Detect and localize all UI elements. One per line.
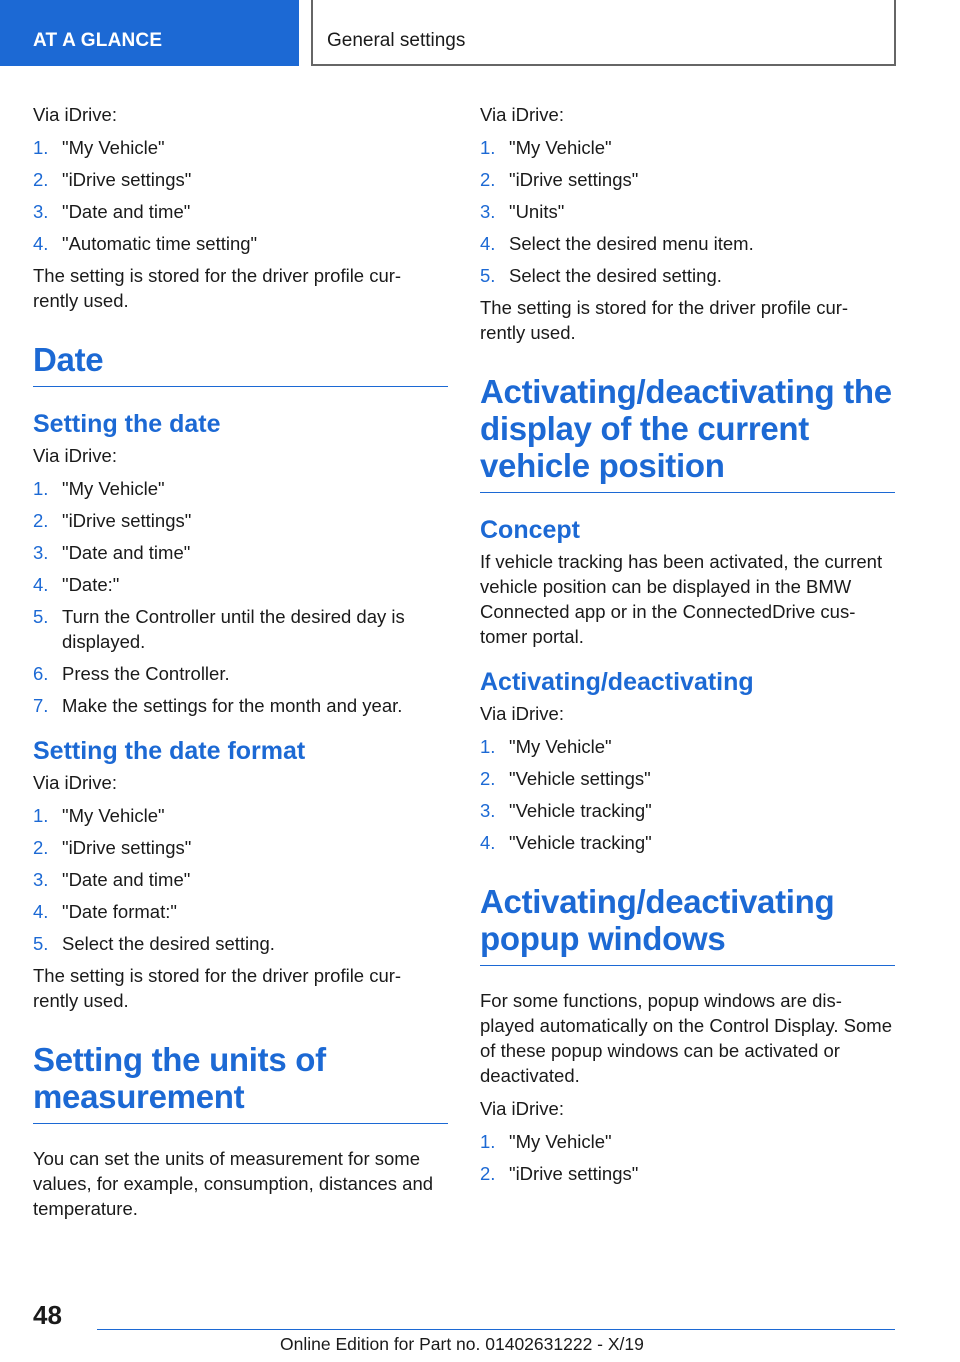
step-list bbox=[33, 803, 448, 956]
step-item bbox=[33, 572, 448, 597]
step-item bbox=[480, 830, 895, 855]
step-text: "Date and time" bbox=[62, 542, 191, 563]
note-text: The setting is stored for the driver profile cur- rently used. bbox=[480, 297, 849, 343]
step-number: 2. bbox=[480, 1163, 496, 1184]
heading-setting-the-date: Setting the date bbox=[33, 410, 221, 438]
step-item bbox=[480, 199, 895, 224]
step-number: 7. bbox=[33, 695, 49, 716]
via-idrive-label: Via iDrive: bbox=[33, 104, 117, 125]
step-number: 4. bbox=[480, 233, 496, 254]
step-text: "iDrive settings" bbox=[62, 837, 192, 858]
via-idrive-label: Via iDrive: bbox=[33, 772, 117, 793]
step-number: 5. bbox=[33, 933, 49, 954]
heading-activating-deactivating: Activating/deactivating bbox=[480, 668, 754, 696]
step-number: 6. bbox=[33, 663, 49, 684]
step-number: 2. bbox=[33, 510, 49, 531]
step-number: 1. bbox=[480, 736, 496, 757]
step-list bbox=[480, 135, 895, 288]
step-number: 1. bbox=[33, 805, 49, 826]
step-list bbox=[33, 135, 448, 256]
section-tab: AT A GLANCE bbox=[0, 0, 299, 66]
step-item bbox=[33, 867, 448, 892]
step-item bbox=[33, 835, 448, 860]
step-number: 3. bbox=[33, 201, 49, 222]
step-number: 3. bbox=[480, 201, 496, 222]
via-idrive-label: Via iDrive: bbox=[480, 1098, 564, 1119]
step-number: 4. bbox=[33, 574, 49, 595]
step-number: 4. bbox=[33, 901, 49, 922]
step-text: Select the desired setting. bbox=[62, 933, 275, 954]
step-item bbox=[33, 199, 448, 224]
step-text: "My Vehicle" bbox=[62, 805, 165, 826]
step-item bbox=[33, 476, 448, 501]
chapter-title: General settings bbox=[311, 0, 896, 66]
step-item bbox=[33, 167, 448, 192]
via-idrive-label: Via iDrive: bbox=[480, 703, 564, 724]
step-text: "Vehicle tracking" bbox=[509, 832, 652, 853]
step-number: 3. bbox=[480, 800, 496, 821]
step-list bbox=[33, 476, 448, 718]
edition-text: Online Edition for Part no. 01402631222 - X/19 bbox=[280, 1334, 644, 1354]
step-number: 3. bbox=[33, 869, 49, 890]
step-number: 2. bbox=[480, 169, 496, 190]
step-item bbox=[480, 1161, 895, 1186]
step-text: Turn the Controller until the desired day is displayed. bbox=[62, 606, 405, 652]
step-item bbox=[33, 899, 448, 924]
step-text: "Automatic time setting" bbox=[62, 233, 258, 254]
step-number: 2. bbox=[33, 837, 49, 858]
step-text: "Date and time" bbox=[62, 869, 191, 890]
step-text: "Date and time" bbox=[62, 201, 191, 222]
step-item bbox=[33, 661, 448, 686]
step-item bbox=[480, 135, 895, 160]
step-text: Make the settings for the month and year. bbox=[62, 695, 403, 716]
step-list bbox=[480, 734, 895, 855]
step-number: 2. bbox=[33, 169, 49, 190]
step-item bbox=[33, 540, 448, 565]
step-item bbox=[480, 766, 895, 791]
left-column bbox=[33, 102, 448, 1229]
step-text: "My Vehicle" bbox=[62, 137, 165, 158]
step-text: "My Vehicle" bbox=[509, 1131, 612, 1152]
concept-text: If vehicle tracking has been activated, the current vehicle position can be displayed in the BMW Connected app or in the ConnectedDrive cus- tomer portal. bbox=[480, 551, 883, 647]
step-text: "My Vehicle" bbox=[509, 736, 612, 757]
units-description: You can set the units of measurement for some values, for example, consumption, distances and temperature. bbox=[33, 1148, 434, 1219]
step-item bbox=[480, 1129, 895, 1154]
step-text: "Date format:" bbox=[62, 901, 177, 922]
via-idrive-label: Via iDrive: bbox=[480, 104, 564, 125]
step-item bbox=[33, 508, 448, 533]
step-text: "My Vehicle" bbox=[509, 137, 612, 158]
note-text: The setting is stored for the driver profile cur- rently used. bbox=[33, 265, 402, 311]
step-number: 1. bbox=[33, 137, 49, 158]
note-text: The setting is stored for the driver profile cur- rently used. bbox=[33, 965, 402, 1011]
right-column bbox=[480, 102, 895, 1193]
step-item bbox=[480, 263, 895, 288]
via-idrive-label: Via iDrive: bbox=[33, 445, 117, 466]
step-text: "Vehicle tracking" bbox=[509, 800, 652, 821]
step-item bbox=[33, 931, 448, 956]
step-number: 1. bbox=[480, 1131, 496, 1152]
step-text: Press the Controller. bbox=[62, 663, 230, 684]
heading-concept: Concept bbox=[480, 516, 580, 544]
step-number: 2. bbox=[480, 768, 496, 789]
step-item bbox=[33, 135, 448, 160]
step-number: 1. bbox=[480, 137, 496, 158]
step-text: "iDrive settings" bbox=[509, 1163, 639, 1184]
heading-popup-windows: Activating/deactivating popup windows bbox=[480, 883, 895, 966]
step-item bbox=[480, 167, 895, 192]
heading-date: Date bbox=[33, 341, 448, 387]
step-item bbox=[33, 604, 448, 654]
page-header bbox=[0, 0, 960, 66]
step-text: "iDrive settings" bbox=[62, 169, 192, 190]
popup-description: For some functions, popup windows are dis- played automatically on the Control Display. Some of these popup windows can be activated or deactivated. bbox=[480, 990, 893, 1086]
footer-edition bbox=[280, 1334, 644, 1355]
step-text: Select the desired menu item. bbox=[509, 233, 754, 254]
step-text: "My Vehicle" bbox=[62, 478, 165, 499]
step-text: "iDrive settings" bbox=[509, 169, 639, 190]
heading-setting-the-date-format: Setting the date format bbox=[33, 737, 306, 765]
page-number: 48 bbox=[33, 1300, 62, 1330]
step-text: Select the desired setting. bbox=[509, 265, 722, 286]
step-item bbox=[480, 734, 895, 759]
heading-vehicle-position: Activating/deactivating the display of the current vehicle position bbox=[480, 373, 895, 493]
step-number: 4. bbox=[33, 233, 49, 254]
step-text: "iDrive settings" bbox=[62, 510, 192, 531]
step-text: "Date:" bbox=[62, 574, 120, 595]
step-number: 5. bbox=[33, 606, 49, 627]
step-list bbox=[480, 1129, 895, 1186]
step-number: 5. bbox=[480, 265, 496, 286]
step-text: "Vehicle settings" bbox=[509, 768, 651, 789]
step-number: 4. bbox=[480, 832, 496, 853]
step-text: "Units" bbox=[509, 201, 565, 222]
step-item bbox=[33, 231, 448, 256]
step-number: 3. bbox=[33, 542, 49, 563]
step-number: 1. bbox=[33, 478, 49, 499]
heading-units-of-measurement: Setting the units of measurement bbox=[33, 1041, 448, 1124]
step-item bbox=[480, 231, 895, 256]
footer-divider bbox=[97, 1329, 895, 1330]
step-item bbox=[33, 693, 448, 718]
step-item bbox=[480, 798, 895, 823]
step-item bbox=[33, 803, 448, 828]
